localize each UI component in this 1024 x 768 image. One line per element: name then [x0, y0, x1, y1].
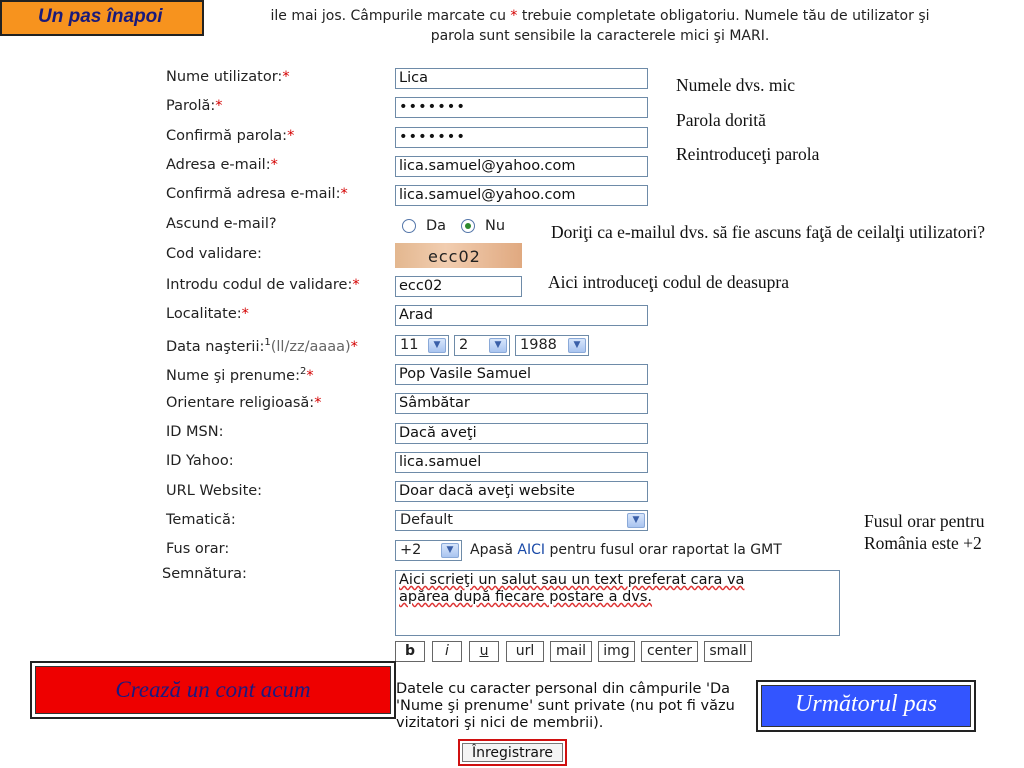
timezone-label: Fus orar:: [166, 541, 230, 557]
register-button[interactable]: Înregistrare: [462, 743, 563, 762]
privacy-note: [396, 681, 756, 732]
back-button[interactable]: [0, 0, 204, 36]
fullname-input[interactable]: Pop Vasile Samuel: [395, 364, 648, 385]
email-confirm-input[interactable]: lica.samuel@yahoo.com: [395, 185, 648, 206]
create-account-button[interactable]: [30, 661, 396, 719]
theme-select[interactable]: [395, 510, 648, 531]
password-input[interactable]: •••••••: [395, 97, 648, 118]
birthdate-label: Data naşterii:$^1$(ll/zz/aaaa)*: [166, 337, 358, 355]
note-captcha: Aici introduceţi codul de deasupra: [548, 272, 790, 292]
hide-email-yes-label[interactable]: Da: [426, 218, 447, 234]
intro-line-1b: trebuie completate obligatoriu. Numele tău de utilizator şi: [521, 8, 930, 24]
birth-day-value: 2: [459, 337, 469, 353]
msn-label: ID MSN:: [166, 424, 224, 440]
intro-line-2: parola sunt sensibile la caracterele mici şi MARI.: [430, 28, 770, 44]
format-img-button[interactable]: img: [598, 641, 635, 662]
captcha-input-label: Introdu codul de validare:*: [166, 277, 360, 293]
timezone-note-b: pentru fusul orar raportat la GMT: [549, 542, 782, 558]
theme-value: Default: [400, 512, 453, 528]
format-url-button[interactable]: url: [506, 641, 544, 662]
msn-input[interactable]: Dacă aveţi: [395, 423, 648, 444]
captcha-input[interactable]: ecc02: [395, 276, 522, 297]
timezone-link[interactable]: AICI: [517, 542, 545, 558]
password-label: Parolă:*: [166, 98, 223, 114]
note-hide-email: Doriţi ca e-mailul dvs. să fie ascuns faţă de ceilalţi utilizatori?: [551, 222, 985, 242]
signature-textarea[interactable]: [395, 570, 840, 636]
signature-label: Semnătura:: [162, 566, 247, 582]
signature-line-2: apărea după fiecare postare a dvs.: [399, 589, 653, 605]
email-confirm-label: Confirmă adresa e-mail:*: [166, 186, 348, 202]
register-button-highlight: [458, 739, 567, 766]
hide-email-no-radio[interactable]: [461, 219, 475, 233]
note-username: Numele dvs. mic: [676, 75, 796, 95]
privacy-line-3: vizitatori şi nici de membrii).: [396, 715, 604, 731]
captcha-label: Cod validare:: [166, 246, 262, 262]
birth-year-select[interactable]: [515, 335, 589, 356]
yahoo-input[interactable]: lica.samuel: [395, 452, 648, 473]
privacy-line-2: 'Nume şi prenume' sunt private (nu pot fi văzu: [396, 698, 735, 714]
timezone-note-a: Apasă: [470, 542, 513, 558]
password-confirm-input[interactable]: •••••••: [395, 127, 648, 148]
hide-email-no-label[interactable]: Nu: [485, 218, 506, 234]
create-account-label: Crează un cont acum: [35, 666, 391, 714]
city-label: Localitate:*: [166, 306, 249, 322]
website-label: URL Website:: [166, 483, 263, 499]
note-timezone: Fusul orar pentru România este +2: [864, 511, 985, 553]
timezone-value: +2: [400, 542, 422, 558]
intro-text: [200, 6, 1000, 46]
format-small-button[interactable]: small: [704, 641, 752, 662]
yahoo-label: ID Yahoo:: [166, 453, 234, 469]
fullname-label: Nume şi prenume:$^2$*: [166, 366, 314, 384]
religion-input[interactable]: Sâmbătar: [395, 393, 648, 414]
chevron-down-icon: ▼: [489, 338, 507, 353]
birth-month-value: 11: [400, 337, 419, 353]
theme-label: Tematică:: [166, 512, 236, 528]
username-label: Nume utilizator:*: [166, 69, 290, 85]
format-underline-button[interactable]: u: [469, 641, 499, 662]
format-italic-button[interactable]: i: [432, 641, 462, 662]
format-bold-button[interactable]: b: [395, 641, 425, 662]
birth-day-select[interactable]: [454, 335, 510, 356]
chevron-down-icon: ▼: [428, 338, 446, 353]
email-label: Adresa e-mail:*: [166, 157, 278, 173]
website-input[interactable]: Doar dacă aveţi website: [395, 481, 648, 502]
chevron-down-icon: ▼: [627, 513, 645, 528]
timezone-select[interactable]: [395, 540, 462, 561]
format-mail-button[interactable]: mail: [550, 641, 592, 662]
back-button-label: Un pas înapoi: [38, 6, 163, 27]
captcha-image: [395, 243, 522, 268]
note-password-confirm: Reintroduceţi parola: [676, 144, 820, 164]
hide-email-label: Ascund e-mail?: [166, 216, 277, 232]
hide-email-yes-radio[interactable]: [402, 219, 416, 233]
religion-label: Orientare religioasă:*: [166, 395, 322, 411]
timezone-note: [470, 542, 782, 558]
password-confirm-label: Confirmă parola:*: [166, 128, 295, 144]
chevron-down-icon: ▼: [441, 543, 459, 558]
birth-month-select[interactable]: [395, 335, 449, 356]
signature-line-1: Aici scrieţi un salut sau un text preferat cara va: [399, 572, 745, 588]
city-input[interactable]: Arad: [395, 305, 648, 326]
chevron-down-icon: ▼: [568, 338, 586, 353]
captcha-text: ecc02: [428, 247, 481, 266]
format-center-button[interactable]: center: [641, 641, 698, 662]
next-step-label: Următorul pas: [761, 685, 971, 727]
username-input[interactable]: Lica: [395, 68, 648, 89]
note-password: Parola dorită: [676, 110, 766, 130]
next-step-button[interactable]: [756, 680, 976, 732]
intro-required-mark: *: [510, 8, 518, 24]
email-input[interactable]: lica.samuel@yahoo.com: [395, 156, 648, 177]
birth-year-value: 1988: [520, 337, 557, 353]
privacy-line-1: Datele cu caracter personal din câmpurile 'Da: [396, 681, 731, 697]
intro-line-1a: ile mai jos. Câmpurile marcate cu: [270, 8, 506, 24]
